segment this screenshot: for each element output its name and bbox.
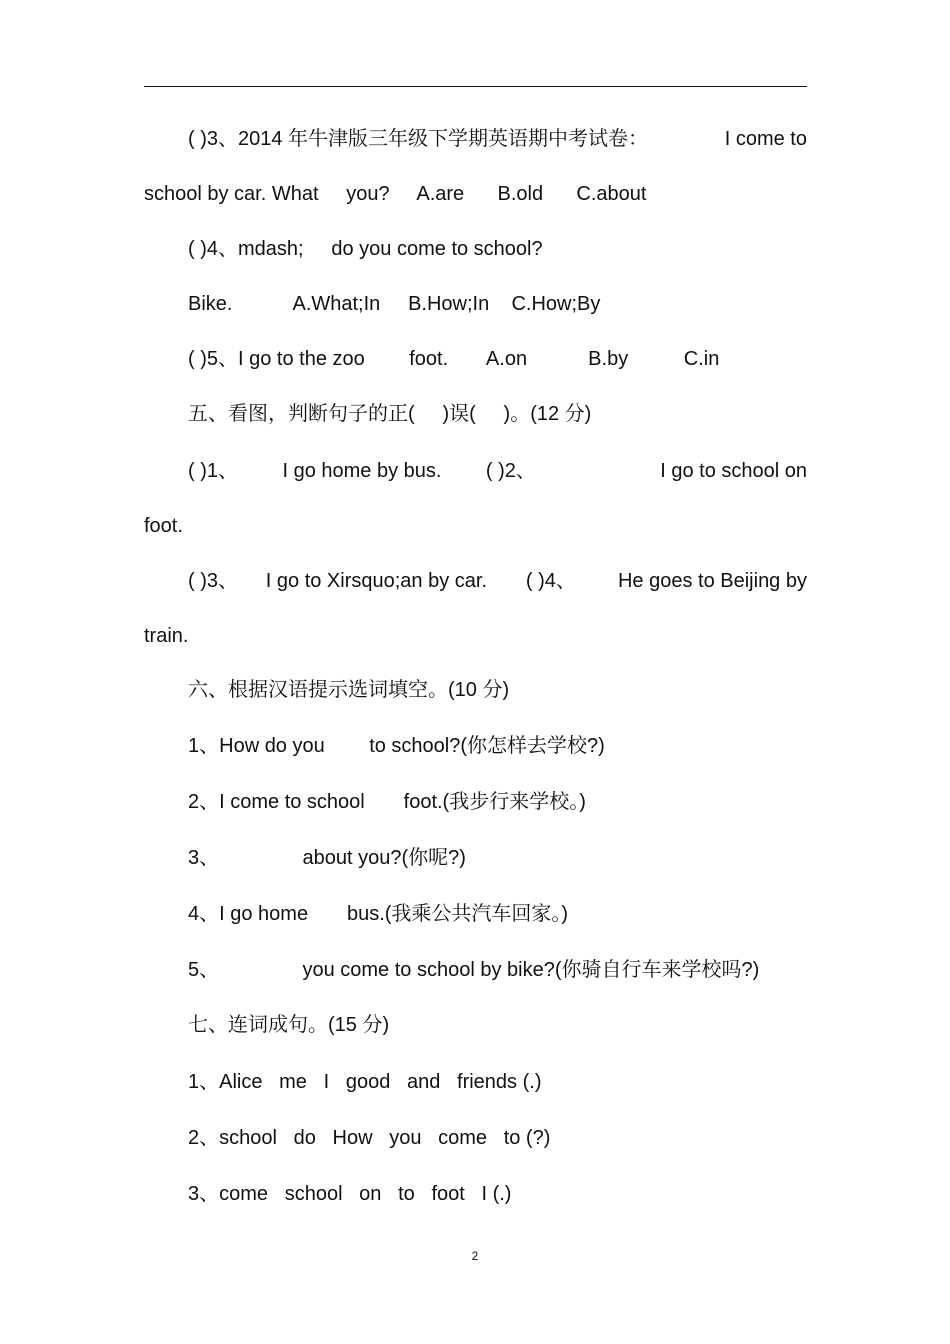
fill-item-1: 1、How do you to school?(你怎样去学校?) — [188, 735, 605, 757]
sentence-item-3: 3、come school on to foot I (.) — [188, 1183, 512, 1205]
judge-item-4: He goes to Beijing by — [617, 570, 807, 592]
section-7-title: 七、连词成句。(15 分) — [188, 1014, 390, 1036]
fill-item-2: 2、I come to school foot.(我步行来学校。) — [188, 791, 586, 813]
section-5-title: 五、看图，判断句子的正( )误( )。(12 分) — [188, 403, 592, 425]
question-5-4-options: Bike. A.What;In B.How;In C.How;By — [188, 293, 601, 315]
page-number: 2 — [471, 1249, 479, 1263]
sentence-item-1: 1、Alice me I good and friends (.) — [188, 1071, 542, 1093]
question-5-3-text-end: I come to — [724, 128, 807, 150]
judge-item-1-2 — [188, 459, 807, 483]
question-5-4: ( )4、mdash; do you come to school? — [188, 238, 543, 260]
section-6-title: 六、根据汉语提示选词填空。(10 分) — [188, 679, 510, 701]
fill-item-5: 5、 you come to school by bike?(你骑自行车来学校吗?) — [188, 959, 760, 981]
fill-item-3: 3、 about you?(你呢?) — [188, 847, 466, 869]
judge-item-1: ( )1、 I go home by bus. ( )2、 — [188, 460, 536, 482]
judge-item-3: ( )3、 I go to Xirsquo;an by car. ( )4、 — [188, 570, 576, 592]
header-rule — [144, 86, 807, 87]
fill-item-4: 4、I go home bus.(我乘公共汽车回家。) — [188, 903, 569, 925]
sentence-item-2: 2、school do How you come to (?) — [188, 1127, 551, 1149]
judge-item-3-4 — [188, 569, 807, 593]
question-5-5: ( )5、I go to the zoo foot. A.on B.by C.in — [188, 348, 720, 370]
question-5-3 — [188, 127, 807, 151]
judge-item-2: I go to school on — [660, 460, 807, 482]
question-5-3-continuation: school by car. What you? A.are B.old C.about — [144, 183, 647, 205]
judge-item-2-continuation: foot. — [144, 515, 183, 537]
judge-item-4-continuation: train. — [144, 625, 189, 647]
question-5-3-text: ( )3、2014 年牛津版三年级下学期英语期中考试卷： — [188, 128, 649, 150]
